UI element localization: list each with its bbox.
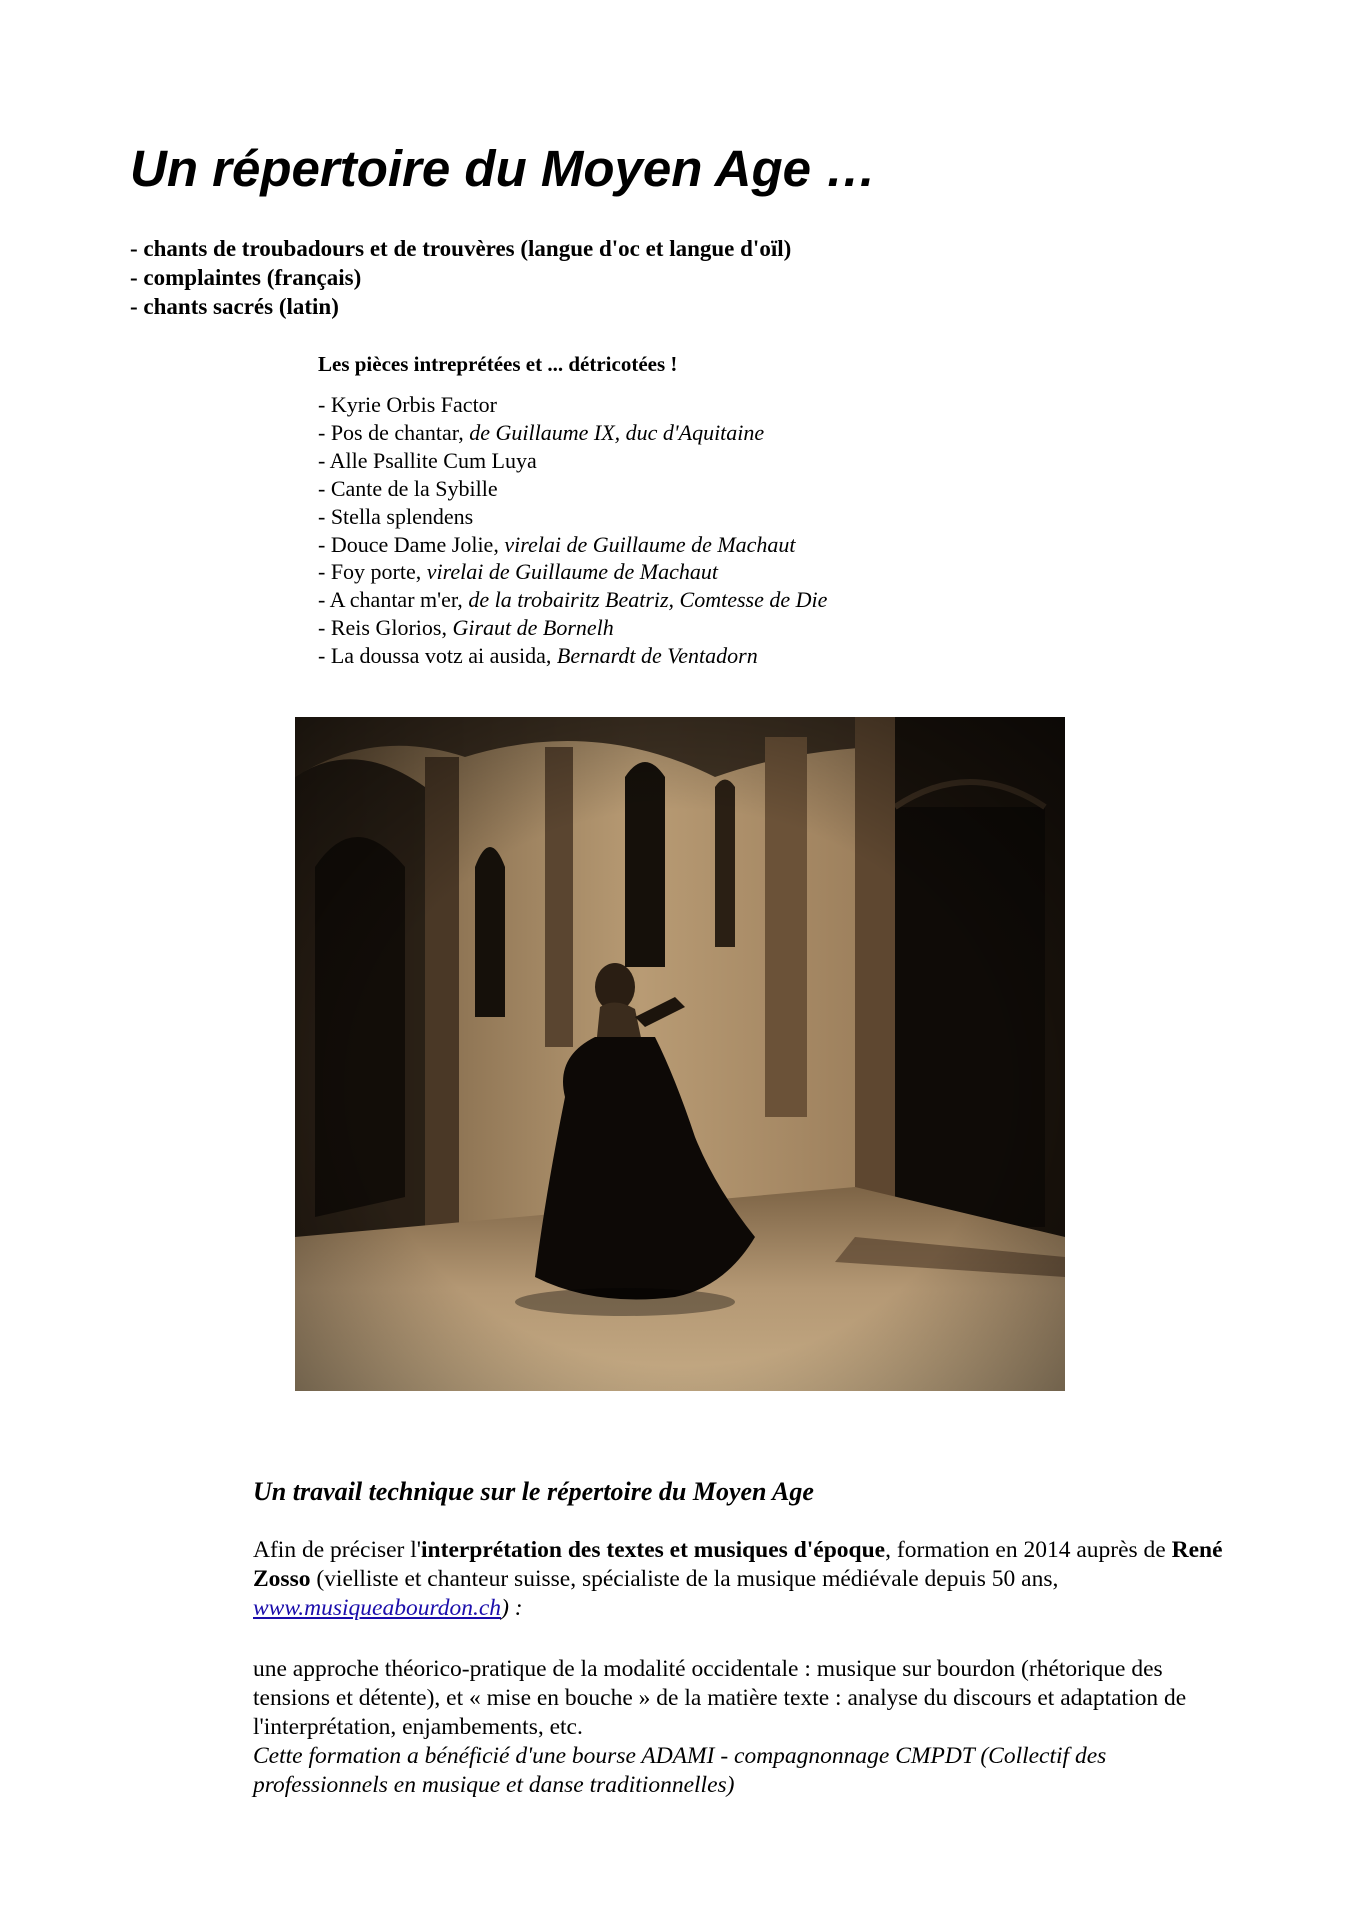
training-paragraph <box>253 1536 1243 1623</box>
teacher-name: René Zosso <box>253 1537 1223 1592</box>
page-title: Un répertoire du Moyen Age … <box>130 140 877 197</box>
piece-item <box>318 503 827 531</box>
bold-phrase: interprétation des textes et musiques d'époque <box>421 1537 886 1563</box>
piece-item <box>318 614 827 642</box>
piece-item <box>318 391 827 419</box>
piece-item <box>318 419 827 447</box>
funding-note: Cette formation a bénéficié d'une bourse ADAMI - compagnonnage CMPDT (Collectif des professionnels en musique et danse traditionnelles) <box>253 1743 1107 1798</box>
text-run: ) : <box>501 1595 523 1621</box>
repertoire-item: - chants sacrés (latin) <box>130 294 339 319</box>
piece-credit: Bernardt de Ventadorn <box>556 643 758 669</box>
piece-item <box>318 642 827 670</box>
piece-title: - Foy porte, <box>318 559 427 585</box>
piece-credit: virelai de Guillaume de Machaut <box>426 559 718 585</box>
piece-credit: de Guillaume IX, duc d'Aquitaine <box>469 419 765 445</box>
piece-title: - Pos de chantar, <box>318 419 470 445</box>
text-run: (vielliste et chanteur suisse, spécialiste de la musique médiévale depuis 50 ans, <box>310 1566 1059 1592</box>
piece-item <box>318 531 827 559</box>
repertoire-item: - chants de troubadours et de trouvères (langue d'oc et langue d'oïl) <box>130 236 792 261</box>
piece-title: - La doussa votz ai ausida, <box>318 643 557 669</box>
pieces-list <box>318 391 827 670</box>
piece-credit: Giraut de Bornelh <box>452 615 614 641</box>
pieces-heading: Les pièces intreprétées et ... détricotées ! <box>318 352 678 376</box>
piece-title: - A chantar m'er, <box>318 587 469 613</box>
piece-item <box>318 558 827 586</box>
section-title: Un travail technique sur le répertoire du Moyen Age <box>253 1477 814 1506</box>
piece-item <box>318 475 827 503</box>
website-link[interactable]: www.musiqueabourdon.ch <box>253 1595 502 1621</box>
piece-title: - Alle Psallite Cum Luya <box>318 447 537 473</box>
piece-credit: de la trobairitz Beatriz, Comtesse de Die <box>468 587 828 613</box>
repertoire-list <box>130 234 791 321</box>
text-run: Afin de préciser l' <box>253 1537 422 1563</box>
repertoire-item: - complaintes (français) <box>130 265 362 290</box>
piece-title: - Kyrie Orbis Factor <box>318 392 498 417</box>
piece-credit: virelai de Guillaume de Machaut <box>504 531 796 557</box>
approach-paragraph: une approche théorico-pratique de la modalité occidentale : musique sur bourdon (rhétorique des tensions et détente), et « mise en bouche » de la matière texte : analyse du discours et adaptation de l'interprétation, enjambements, etc. <box>253 1656 1187 1740</box>
piece-title: - Douce Dame Jolie, <box>318 531 505 557</box>
piece-item <box>318 586 827 614</box>
piece-title: - Cante de la Sybille <box>318 475 498 501</box>
cloister-photo <box>295 717 1065 1391</box>
piece-item <box>318 447 827 475</box>
piece-title: - Reis Glorios, <box>318 615 453 641</box>
text-run: , formation en 2014 auprès de <box>885 1537 1172 1563</box>
piece-title: - Stella splendens <box>318 503 474 529</box>
cloister-illustration <box>295 717 1065 1391</box>
